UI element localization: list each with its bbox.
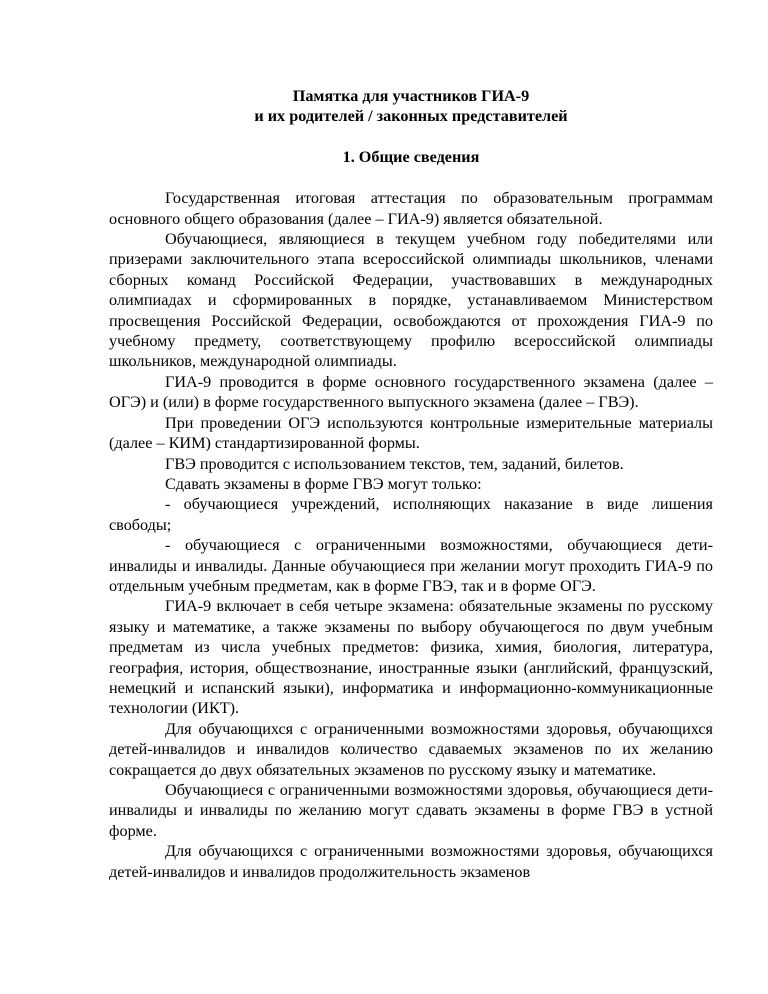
document-title-line-1: Памятка для участников ГИА-9: [292, 87, 530, 105]
paragraph: Для обучающихся с ограниченными возможностями здоровья, обучающихся детей-инвалидов и инвалидов продолжительность экзаменов: [109, 842, 713, 881]
paragraph: Сдавать экзамены в форме ГВЭ могут только:: [165, 474, 482, 493]
document-page: [109, 86, 713, 882]
paragraph: ГИА-9 включает в себя четыре экзамена: обязательные экзамены по русскому языку и математике, а также экзамены по выбору обучающегося по двум учебным предметам из числа учебных предметов: физика, химия, биология, литература, география, история, обществознание, иностранные языки (английский, французский, немецкий и испанский языки), информатика и информационно-коммуникационные технологии (ИКТ).: [109, 597, 713, 718]
paragraph: Государственная итоговая аттестация по образовательным программам основного общего образования (далее – ГИА-9) является обязательной.: [109, 189, 713, 228]
paragraph: ГВЭ проводится с использованием текстов, тем, заданий, билетов.: [165, 454, 624, 473]
paragraph: Обучающиеся, являющиеся в текущем учебном году победителями или призерами заключительного этапа всероссийской олимпиады школьников, членами сборных команд Российской Федерации, участвовавших в международных олимпиадах и сформированных в порядке, устанавливаемом Министерством просвещения Российской Федерации, освобождаются от прохождения ГИА-9 по учебному предмету, соответствующему профилю всероссийской олимпиады школьников, международной олимпиады.: [109, 230, 713, 371]
paragraph: ГИА-9 проводится в форме основного государственного экзамена (далее – ОГЭ) и (или) в форме государственного выпускного экзамена (далее – ГВЭ).: [109, 372, 713, 412]
paragraph: Обучающиеся с ограниченными возможностями здоровья, обучающиеся дети-инвалиды и инвалиды по желанию могут сдавать экзамены в форме ГВЭ в устной форме.: [109, 781, 713, 840]
section-heading: 1. Общие сведения: [342, 147, 480, 166]
document-title-line-2: и их родителей / законных представителей: [254, 107, 568, 126]
paragraph: - обучающиеся с ограниченными возможностями, обучающиеся дети-инвалиды и инвалиды. Данные обучающиеся при желании могут проходить ГИА-9 по отдельным учебным предметам, как в форме ГВЭ, так и в форме ОГЭ.: [109, 536, 713, 595]
paragraph: При проведении ОГЭ используются контрольные измерительные материалы (далее – КИМ) стандартизированной формы.: [109, 413, 713, 453]
paragraph: Для обучающихся с ограниченными возможностями здоровья, обучающихся детей-инвалидов и инвалидов количество сдаваемых экзаменов по их желанию сокращается до двух обязательных экзаменов по русскому языку и математике.: [109, 719, 713, 779]
paragraph: - обучающиеся учреждений, исполняющих наказание в виде лишения свободы;: [109, 495, 713, 534]
